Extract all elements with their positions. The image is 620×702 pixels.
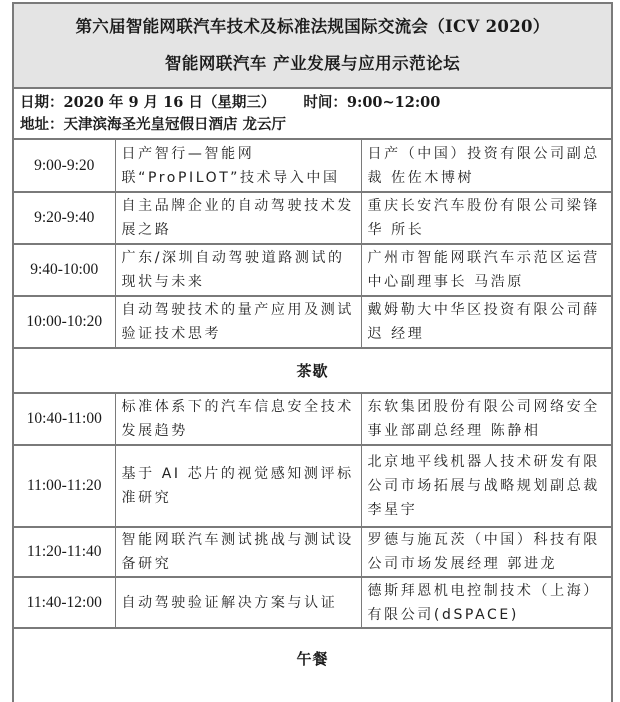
session-speaker: 北京地平线机器人技术研发有限公司市场拓展与战略规划副总裁 李星宇 (361, 445, 611, 527)
agenda-table (14, 140, 611, 688)
session-topic: 基于 AI 芯片的视觉感知测评标准研究 (115, 445, 361, 527)
date-time-line (20, 92, 611, 114)
lunch-label: 午餐 (296, 650, 329, 668)
time-label: 时间： (303, 94, 347, 111)
table-row (14, 192, 611, 244)
agenda-document (12, 2, 613, 702)
session-speaker: 罗德与施瓦茨（中国）科技有限公司市场发展经理 郭进龙 (361, 527, 611, 577)
session-topic: 自主品牌企业的自动驾驶技术发展之路 (115, 192, 361, 244)
session-time: 11:00-11:20 (14, 445, 115, 527)
session-time: 10:40-11:00 (14, 393, 115, 445)
session-topic: 自动驾驶验证解决方案与认证 (115, 577, 361, 628)
tea-break-row (14, 348, 611, 393)
table-row (14, 244, 611, 296)
address-value: 天津滨海圣光皇冠假日酒店 龙云厅 (63, 116, 287, 133)
table-row (14, 393, 611, 445)
session-speaker: 戴姆勒大中华区投资有限公司薛迟 经理 (361, 296, 611, 348)
session-speaker: 重庆长安汽车股份有限公司梁锋华 所长 (361, 192, 611, 244)
session-speaker: 东软集团股份有限公司网络安全事业部副总经理 陈静相 (361, 393, 611, 445)
session-time: 9:40-10:00 (14, 244, 115, 296)
session-time: 9:20-9:40 (14, 192, 115, 244)
session-topic: 自动驾驶技术的量产应用及测试验证技术思考 (115, 296, 361, 348)
table-row (14, 527, 611, 577)
session-topic: 标准体系下的汽车信息安全技术发展趋势 (115, 393, 361, 445)
session-time: 9:00-9:20 (14, 140, 115, 192)
session-speaker: 德斯拜恩机电控制技术（上海）有限公司(dSPACE) (361, 577, 611, 628)
document-header (14, 4, 611, 89)
table-row (14, 296, 611, 348)
address-line (20, 114, 611, 136)
address-label: 地址： (20, 116, 64, 133)
date-label: 日期： (20, 94, 64, 111)
tea-break-label: 茶歇 (14, 348, 611, 393)
table-row (14, 445, 611, 527)
session-speaker: 日产（中国）投资有限公司副总裁 佐佐木博树 (361, 140, 611, 192)
session-topic: 广东/深圳自动驾驶道路测试的现状与未来 (115, 244, 361, 296)
time-value: 9:00~12:00 (346, 94, 441, 111)
session-topic: 智能网联汽车测试挑战与测试设备研究 (115, 527, 361, 577)
date-value: 2020 年 9 月 16 日（星期三） (63, 94, 276, 111)
table-row (14, 140, 611, 192)
conference-title: 第六届智能网联汽车技术及标准法规国际交流会（ICV 2020） (75, 17, 550, 36)
session-time: 11:40-12:00 (14, 577, 115, 628)
forum-subtitle: 智能网联汽车 产业发展与应用示范论坛 (164, 54, 461, 73)
session-time: 10:00-10:20 (14, 296, 115, 348)
lunch-row (14, 628, 611, 688)
session-speaker: 广州市智能网联汽车示范区运营中心副理事长 马浩原 (361, 244, 611, 296)
session-topic: 日产智行—智能网联“ProPILOT”技术导入中国 (115, 140, 361, 192)
table-row (14, 577, 611, 628)
session-time: 11:20-11:40 (14, 527, 115, 577)
event-info (14, 89, 611, 140)
